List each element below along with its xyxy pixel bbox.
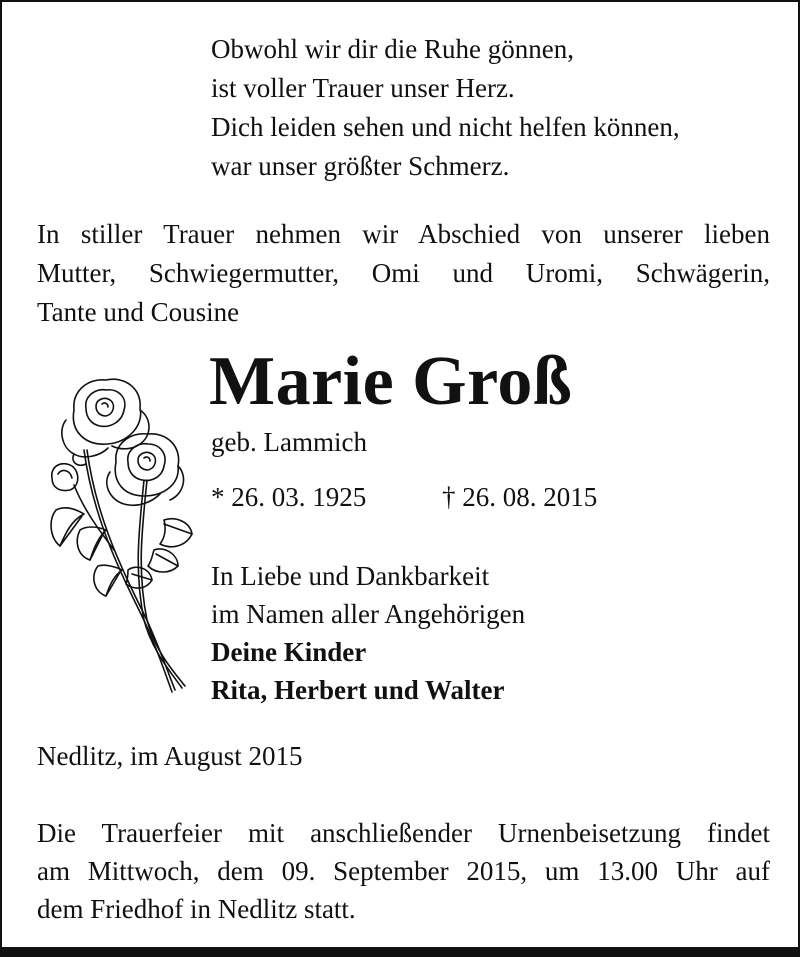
ceremony-line: Die Trauerfeier mit anschließender Urnenbeisetzung findet <box>37 818 770 848</box>
ceremony-line: dem Friedhof in Nedlitz statt. <box>37 894 356 924</box>
death-date: † 26. 08. 2015 <box>442 482 598 512</box>
verse-line: Dich leiden sehen und nicht helfen können, <box>211 112 680 142</box>
intro-line: Mutter, Schwiegermutter, Omi und Uromi, Schwägerin, <box>37 258 770 288</box>
intro-line: In stiller Trauer nehmen wir Abschied von unserer lieben <box>37 219 770 249</box>
verse <box>211 30 680 186</box>
verse-line: ist voller Trauer unser Herz. <box>211 73 515 103</box>
signature-names: Rita, Herbert und Walter <box>211 675 505 705</box>
deceased-name: Marie Groß <box>209 343 573 420</box>
intro-line: Tante und Cousine <box>37 297 240 327</box>
closing <box>211 557 525 709</box>
signature: Deine Kinder <box>211 637 367 667</box>
place-date: Nedlitz, im August 2015 <box>37 741 303 771</box>
intro-text <box>37 215 770 332</box>
birth-date: * 26. 03. 1925 <box>211 482 367 512</box>
roses-illustration-icon <box>44 370 204 700</box>
ceremony-info <box>37 814 770 928</box>
verse-line: Obwohl wir dir die Ruhe gönnen, <box>211 34 574 64</box>
verse-line: war unser größter Schmerz. <box>211 151 510 181</box>
closing-line: im Namen aller Angehörigen <box>211 599 526 629</box>
maiden-name: geb. Lammich <box>211 427 367 457</box>
closing-line: In Liebe und Dankbarkeit <box>211 561 490 591</box>
ceremony-line: am Mittwoch, dem 09. September 2015, um 13.00 Uhr auf <box>37 856 770 886</box>
